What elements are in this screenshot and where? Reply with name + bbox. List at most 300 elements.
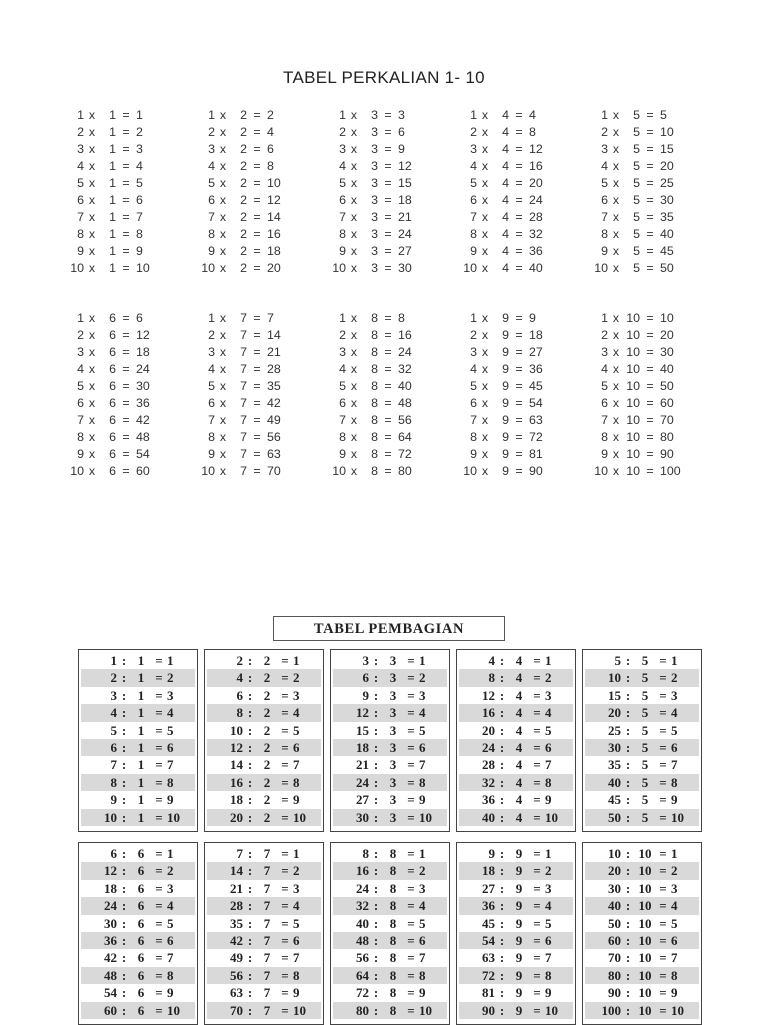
equals-sign: = (155, 809, 163, 825)
division-sign: : (625, 846, 631, 861)
times-sign: x (481, 142, 489, 156)
equals-sign: = (515, 176, 523, 190)
equals-sign: = (659, 967, 667, 983)
multiplication-row (197, 446, 328, 463)
multiplier: 3 (371, 176, 378, 190)
equals-sign: = (533, 792, 541, 808)
divisor: 8 (389, 863, 397, 879)
multiplicand: 1 (339, 311, 346, 325)
divisor: 9 (515, 967, 523, 983)
division-sign: : (121, 722, 127, 738)
times-sign: x (88, 210, 96, 224)
dividend: 10 (104, 809, 117, 825)
multiplier: 7 (240, 379, 247, 393)
division-row (81, 862, 195, 879)
multiplier: 6 (109, 447, 116, 461)
multiplication-row (66, 378, 197, 395)
division-row (81, 739, 195, 756)
equals-sign: = (155, 932, 163, 948)
multiplicand: 2 (208, 125, 215, 139)
divisor: 4 (515, 774, 523, 790)
dividend: 36 (482, 792, 495, 808)
multiplication-table (66, 310, 197, 480)
product: 10 (660, 125, 674, 139)
product: 21 (398, 210, 412, 224)
equals-sign: = (533, 863, 541, 879)
quotient: 5 (419, 722, 426, 738)
dividend: 35 (608, 757, 621, 773)
multiplicand: 8 (601, 430, 608, 444)
times-sign: x (219, 345, 227, 359)
division-row (207, 915, 321, 932)
times-sign: x (612, 125, 620, 139)
division-sign: : (121, 774, 127, 790)
equals-sign: = (659, 985, 667, 1001)
multiplicand: 9 (470, 447, 477, 461)
divisor: 2 (263, 792, 271, 808)
divisor: 4 (515, 653, 523, 668)
multiplicand: 7 (470, 210, 477, 224)
quotient: 1 (419, 846, 426, 861)
divisor: 1 (137, 757, 145, 773)
dividend: 2 (236, 653, 243, 668)
dividend: 49 (230, 950, 243, 966)
times-sign: x (88, 227, 96, 241)
division-row (207, 809, 321, 826)
multiplier: 5 (633, 142, 640, 156)
divisor: 2 (263, 809, 271, 825)
dividend: 90 (482, 1002, 495, 1018)
multiplier: 6 (109, 328, 116, 342)
equals-sign: = (407, 670, 415, 686)
divisor: 6 (137, 1002, 145, 1018)
product: 5 (136, 176, 143, 190)
divisor: 7 (263, 880, 271, 896)
dividend: 100 (601, 1002, 621, 1018)
multiplicand: 4 (601, 159, 608, 173)
times-sign: x (612, 261, 620, 275)
multiplier: 1 (109, 193, 116, 207)
multiplication-block-bottom (66, 310, 706, 480)
quotient: 5 (419, 915, 426, 931)
equals-sign: = (253, 396, 261, 410)
equals-sign: = (155, 705, 163, 721)
division-sign: : (373, 880, 379, 896)
division-row (207, 949, 321, 966)
equals-sign: = (253, 464, 261, 478)
product: 81 (529, 447, 543, 461)
quotient: 9 (545, 792, 552, 808)
multiplication-row (590, 327, 721, 344)
multiplication-row (66, 175, 197, 192)
quotient: 10 (419, 1002, 432, 1018)
multiplier: 2 (240, 261, 247, 275)
equals-sign: = (122, 447, 130, 461)
divisor: 5 (641, 774, 649, 790)
equals-sign: = (533, 809, 541, 825)
multiplication-row (197, 158, 328, 175)
quotient: 1 (293, 653, 300, 668)
equals-sign: = (155, 722, 163, 738)
equals-sign: = (384, 176, 392, 190)
multiplier: 5 (633, 176, 640, 190)
multiplier: 4 (502, 210, 509, 224)
division-sign: : (373, 915, 379, 931)
division-row (333, 897, 447, 914)
equals-sign: = (646, 430, 654, 444)
divisor: 1 (137, 792, 145, 808)
divisor: 3 (389, 653, 397, 668)
times-sign: x (219, 261, 227, 275)
division-sign: : (499, 898, 505, 914)
times-sign: x (350, 108, 358, 122)
times-sign: x (481, 413, 489, 427)
multiplication-title: TABEL PERKALIAN 1- 10 (283, 68, 485, 87)
division-sign: : (121, 985, 127, 1001)
product: 30 (136, 379, 150, 393)
quotient: 6 (545, 932, 552, 948)
product: 25 (660, 176, 674, 190)
quotient: 7 (419, 757, 426, 773)
product: 21 (267, 345, 281, 359)
times-sign: x (481, 345, 489, 359)
equals-sign: = (281, 985, 289, 1001)
equals-sign: = (407, 880, 415, 896)
multiplicand: 1 (77, 108, 84, 122)
dividend: 9 (362, 687, 369, 703)
dividend: 48 (104, 967, 117, 983)
multiplication-row (459, 361, 590, 378)
division-sign: : (499, 739, 505, 755)
divisor: 9 (515, 863, 523, 879)
product: 27 (529, 345, 543, 359)
division-row (333, 687, 447, 704)
multiplication-row (66, 412, 197, 429)
quotient: 1 (167, 653, 174, 668)
product: 48 (398, 396, 412, 410)
multiplier: 4 (502, 125, 509, 139)
multiplier: 3 (371, 159, 378, 173)
multiplication-row (459, 412, 590, 429)
quotient: 2 (293, 863, 300, 879)
division-sign: : (121, 967, 127, 983)
multiplication-row (590, 209, 721, 226)
multiplier: 8 (371, 413, 378, 427)
multiplier: 8 (371, 311, 378, 325)
times-sign: x (350, 379, 358, 393)
quotient: 3 (293, 880, 300, 896)
quotient: 8 (167, 774, 174, 790)
product: 5 (660, 108, 667, 122)
equals-sign: = (155, 1002, 163, 1018)
division-sign: : (625, 705, 631, 721)
multiplier: 6 (109, 430, 116, 444)
division-row (207, 791, 321, 808)
division-sign: : (499, 967, 505, 983)
quotient: 2 (545, 670, 552, 686)
division-sign: : (247, 915, 253, 931)
equals-sign: = (533, 932, 541, 948)
dividend: 70 (608, 950, 621, 966)
quotient: 2 (545, 863, 552, 879)
division-sign: : (499, 863, 505, 879)
division-row (207, 862, 321, 879)
multiplication-row (590, 243, 721, 260)
multiplier: 5 (633, 159, 640, 173)
quotient: 10 (545, 809, 558, 825)
quotient: 4 (545, 705, 552, 721)
times-sign: x (350, 244, 358, 258)
division-sign: : (121, 757, 127, 773)
equals-sign: = (659, 915, 667, 931)
times-sign: x (612, 328, 620, 342)
multiplier: 8 (371, 328, 378, 342)
multiplicand: 10 (332, 261, 346, 275)
quotient: 4 (671, 705, 678, 721)
multiplicand: 8 (470, 430, 477, 444)
equals-sign: = (407, 915, 415, 931)
multiplier: 10 (626, 379, 640, 393)
division-row (585, 652, 699, 669)
equals-sign: = (122, 464, 130, 478)
dividend: 20 (608, 863, 621, 879)
equals-sign: = (384, 261, 392, 275)
multiplication-row (197, 175, 328, 192)
equals-sign: = (646, 345, 654, 359)
product: 12 (529, 142, 543, 156)
division-block-top (78, 649, 702, 832)
multiplication-row (459, 124, 590, 141)
multiplication-row (590, 395, 721, 412)
divisor: 9 (515, 985, 523, 1001)
product: 36 (529, 244, 543, 258)
equals-sign: = (533, 739, 541, 755)
product: 8 (136, 227, 143, 241)
dividend: 32 (482, 774, 495, 790)
equals-sign: = (253, 447, 261, 461)
equals-sign: = (122, 227, 130, 241)
multiplier: 1 (109, 227, 116, 241)
multiplication-row (197, 361, 328, 378)
divisor: 6 (137, 985, 145, 1001)
divisor: 3 (389, 792, 397, 808)
equals-sign: = (122, 193, 130, 207)
dividend: 15 (356, 722, 369, 738)
times-sign: x (219, 311, 227, 325)
multiplier: 8 (371, 362, 378, 376)
multiplication-table (197, 310, 328, 480)
equals-sign: = (281, 950, 289, 966)
equals-sign: = (646, 227, 654, 241)
multiplier: 9 (502, 447, 509, 461)
product: 40 (660, 362, 674, 376)
multiplicand: 1 (77, 311, 84, 325)
dividend: 4 (110, 705, 117, 721)
multiplicand: 7 (601, 210, 608, 224)
multiplicand: 3 (470, 142, 477, 156)
equals-sign: = (533, 846, 541, 861)
dividend: 48 (356, 932, 369, 948)
equals-sign: = (515, 345, 523, 359)
multiplication-row (328, 226, 459, 243)
multiplication-row (590, 141, 721, 158)
times-sign: x (219, 430, 227, 444)
product: 35 (267, 379, 281, 393)
divisor: 6 (137, 967, 145, 983)
product: 3 (136, 142, 143, 156)
product: 6 (136, 311, 143, 325)
multiplicand: 5 (470, 176, 477, 190)
multiplier: 2 (240, 176, 247, 190)
dividend: 5 (110, 722, 117, 738)
product: 24 (398, 345, 412, 359)
equals-sign: = (384, 413, 392, 427)
division-table (330, 842, 450, 1025)
dividend: 16 (356, 863, 369, 879)
equals-sign: = (659, 950, 667, 966)
multiplication-row (590, 361, 721, 378)
multiplication-row (459, 395, 590, 412)
times-sign: x (612, 447, 620, 461)
multiplicand: 5 (470, 379, 477, 393)
equals-sign: = (122, 142, 130, 156)
times-sign: x (350, 464, 358, 478)
division-row (333, 791, 447, 808)
quotient: 9 (293, 985, 300, 1001)
multiplier: 1 (109, 244, 116, 258)
multiplier: 9 (502, 362, 509, 376)
division-table (78, 842, 198, 1025)
multiplier: 5 (633, 244, 640, 258)
divisor: 9 (515, 950, 523, 966)
dividend: 28 (482, 757, 495, 773)
division-row (585, 739, 699, 756)
quotient: 8 (545, 967, 552, 983)
product: 7 (267, 311, 274, 325)
dividend: 8 (110, 774, 117, 790)
division-sign: : (121, 898, 127, 914)
times-sign: x (219, 142, 227, 156)
times-sign: x (88, 362, 96, 376)
times-sign: x (350, 311, 358, 325)
dividend: 56 (230, 967, 243, 983)
quotient: 2 (167, 863, 174, 879)
quotient: 6 (293, 932, 300, 948)
quotient: 2 (419, 863, 426, 879)
dividend: 10 (608, 846, 621, 861)
times-sign: x (612, 176, 620, 190)
equals-sign: = (515, 430, 523, 444)
multiplication-row (328, 310, 459, 327)
product: 80 (398, 464, 412, 478)
multiplicand: 10 (332, 464, 346, 478)
product: 12 (136, 328, 150, 342)
equals-sign: = (533, 774, 541, 790)
multiplication-row (328, 463, 459, 480)
equals-sign: = (281, 722, 289, 738)
division-sign: : (121, 670, 127, 686)
dividend: 45 (482, 915, 495, 931)
division-sign: : (121, 880, 127, 896)
multiplicand: 3 (208, 345, 215, 359)
dividend: 30 (356, 809, 369, 825)
quotient: 7 (293, 757, 300, 773)
dividend: 25 (608, 722, 621, 738)
quotient: 10 (419, 809, 432, 825)
division-sign: : (247, 863, 253, 879)
multiplicand: 5 (601, 379, 608, 393)
division-row (81, 704, 195, 721)
division-sign: : (499, 687, 505, 703)
division-row (585, 1002, 699, 1019)
times-sign: x (219, 227, 227, 241)
multiplication-row (459, 192, 590, 209)
division-row (333, 949, 447, 966)
product: 32 (529, 227, 543, 241)
multiplicand: 1 (601, 311, 608, 325)
equals-sign: = (281, 967, 289, 983)
division-sign: : (625, 774, 631, 790)
times-sign: x (612, 311, 620, 325)
quotient: 6 (293, 739, 300, 755)
times-sign: x (481, 227, 489, 241)
product: 24 (136, 362, 150, 376)
multiplicand: 3 (601, 345, 608, 359)
division-sign: : (625, 898, 631, 914)
multiplicand: 10 (201, 464, 215, 478)
divisor: 1 (137, 653, 145, 668)
multiplicand: 6 (470, 193, 477, 207)
dividend: 9 (488, 846, 495, 861)
multiplication-row (66, 260, 197, 277)
multiplicand: 7 (601, 413, 608, 427)
equals-sign: = (384, 142, 392, 156)
equals-sign: = (659, 757, 667, 773)
equals-sign: = (646, 193, 654, 207)
multiplication-row (197, 124, 328, 141)
equals-sign: = (407, 687, 415, 703)
equals-sign: = (155, 950, 163, 966)
multiplicand: 7 (208, 210, 215, 224)
division-sign: : (625, 863, 631, 879)
product: 50 (660, 261, 674, 275)
division-sign: : (121, 863, 127, 879)
multiplier: 9 (502, 464, 509, 478)
division-sign: : (121, 932, 127, 948)
division-row (459, 756, 573, 773)
product: 32 (398, 362, 412, 376)
equals-sign: = (155, 653, 163, 668)
divisor: 10 (638, 950, 652, 966)
multiplicand: 7 (339, 413, 346, 427)
division-row (585, 669, 699, 686)
multiplier: 4 (502, 261, 509, 275)
equals-sign: = (281, 915, 289, 931)
equals-sign: = (122, 311, 130, 325)
division-sign: : (625, 1002, 631, 1018)
multiplication-row (590, 175, 721, 192)
multiplicand: 9 (601, 447, 608, 461)
divisor: 2 (263, 757, 271, 773)
division-sign: : (499, 792, 505, 808)
divisor: 6 (137, 846, 145, 861)
dividend: 2 (110, 670, 117, 686)
multiplicand: 9 (339, 447, 346, 461)
quotient: 4 (167, 898, 174, 914)
times-sign: x (219, 159, 227, 173)
multiplicand: 2 (470, 328, 477, 342)
multiplier: 3 (371, 193, 378, 207)
